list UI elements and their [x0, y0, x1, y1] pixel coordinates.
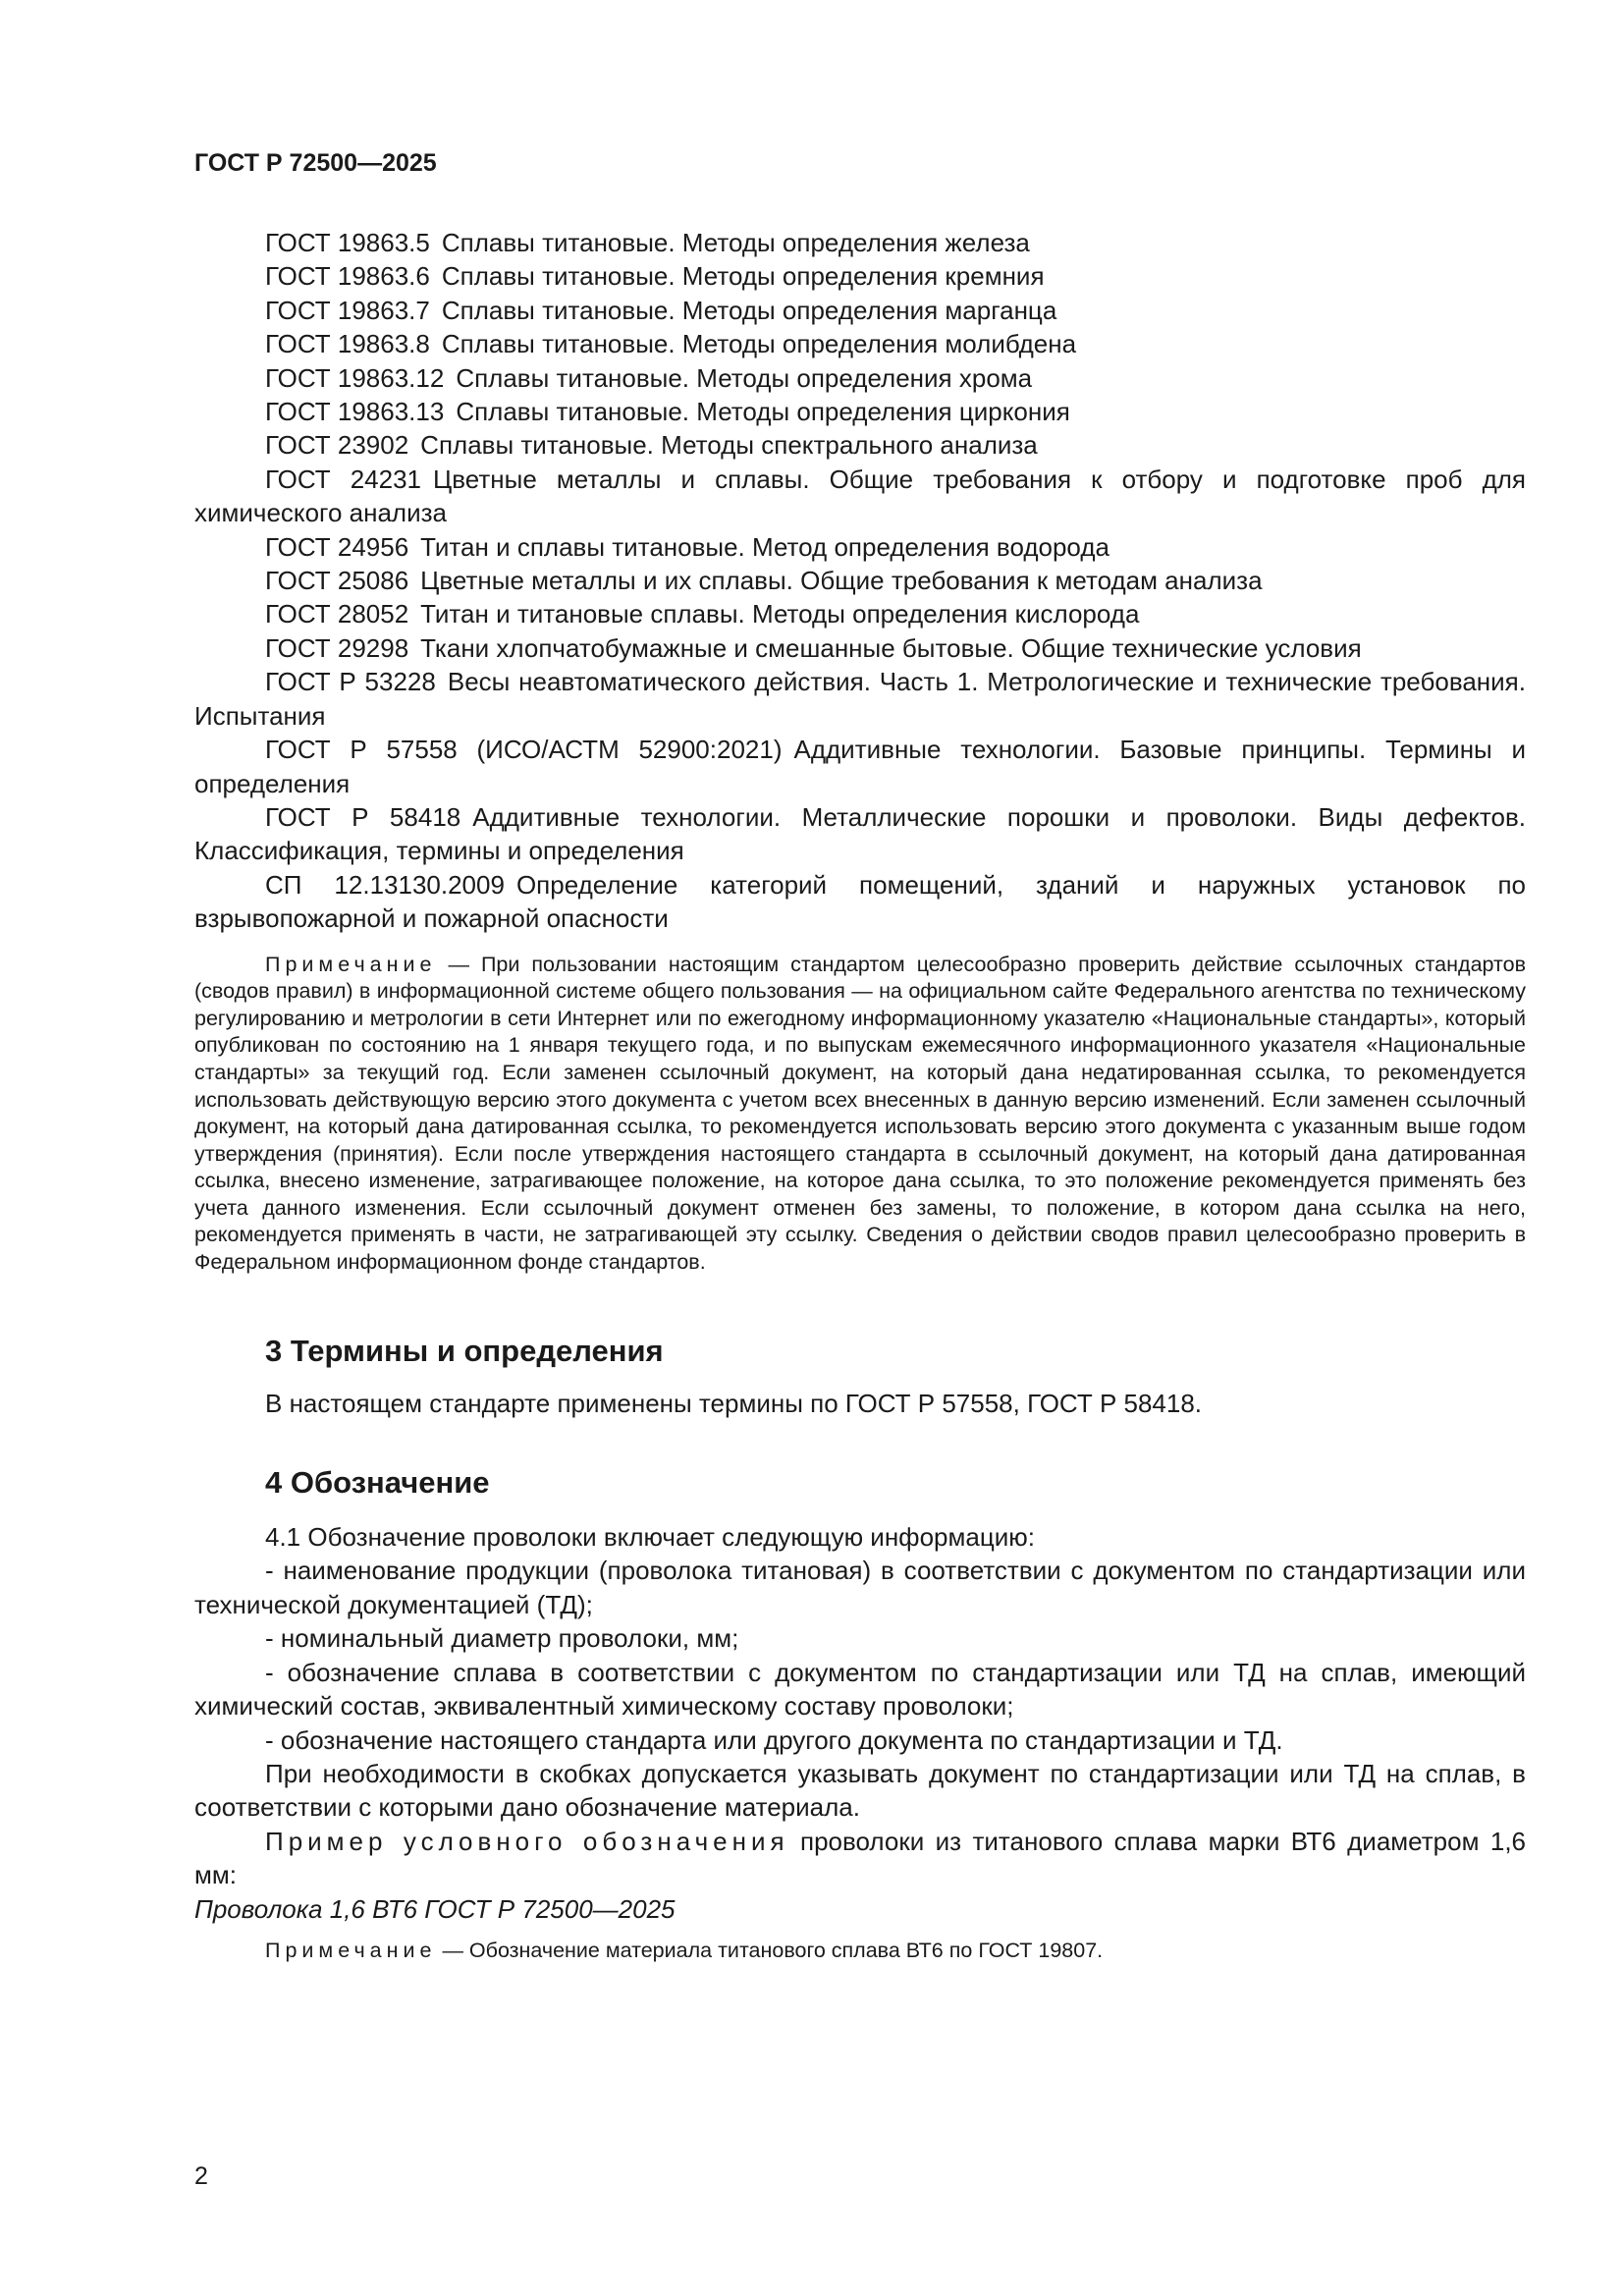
reference-code: ГОСТ 19863.7 [265, 295, 430, 325]
example-label: Пример условного обозначения [265, 1826, 789, 1856]
reference-title: Титан и сплавы титановые. Метод определения водорода [420, 531, 1109, 562]
reference-code: ГОСТ 23902 [265, 430, 409, 461]
reference-code: ГОСТ Р 58418 [265, 801, 461, 832]
reference-entry [194, 226, 1526, 259]
note-label: Примечание [265, 1938, 437, 1962]
reference-entry [194, 428, 1526, 462]
reference-code: ГОСТ 28052 [265, 599, 409, 629]
reference-code: ГОСТ 19863.6 [265, 261, 430, 292]
reference-title: Цветные металлы и их сплавы. Общие требования к методам анализа [420, 566, 1263, 596]
reference-entry [194, 631, 1526, 665]
reference-title: Цветные металлы и сплавы. Общие требования к отбору и подготовке проб для химического анализа [194, 464, 1527, 528]
reference-entry [194, 463, 1526, 530]
reference-title: Определение категорий помещений, зданий и наружных установок по взрывопожарной и пожарной опасности [194, 869, 1526, 934]
reference-entry [194, 294, 1526, 327]
designation-list-item: - наименование продукции (проволока титановая) в соответствии с документом по стандартизации или технической документацией (ТД); [194, 1556, 1526, 1619]
note-text: — Обозначение материала титанового сплава ВТ6 по ГОСТ 19807. [442, 1938, 1104, 1962]
reference-title: Титан и титановые сплавы. Методы определения кислорода [420, 599, 1140, 629]
reference-entry [194, 259, 1526, 293]
designation-paragraph-4-1: 4.1 Обозначение проволоки включает следующую информацию: [265, 1522, 1035, 1553]
reference-code: ГОСТ 19863.8 [265, 329, 430, 359]
section-heading-terms: 3 Термины и определения [265, 1333, 664, 1368]
terms-paragraph: В настоящем стандарте применены термины по ГОСТ Р 57558, ГОСТ Р 58418. [265, 1388, 1203, 1418]
reference-title: Сплавы титановые. Методы определения хрома [456, 362, 1033, 393]
reference-code: ГОСТ 19863.13 [265, 397, 445, 427]
reference-entry [194, 800, 1526, 868]
reference-title: Сплавы титановые. Методы определения железа [441, 228, 1030, 257]
reference-entry [194, 530, 1526, 564]
reference-entry [194, 665, 1526, 733]
example-paragraph [194, 1825, 1526, 1892]
reference-entry [194, 733, 1526, 800]
example-description: проволоки из титанового сплава марки ВТ6 диаметром 1,6 мм: [194, 1826, 1527, 1890]
reference-code: ГОСТ 29298 [265, 632, 409, 663]
normative-references-list [194, 226, 1526, 936]
reference-entry [194, 564, 1526, 597]
designation-list-item: - обозначение сплава в соответствии с документом по стандартизации или ТД на сплав, имеющий химический состав, эквивалентный химическому составу проволоки; [194, 1657, 1526, 1722]
document-body [194, 226, 1526, 1965]
reference-entry [194, 597, 1526, 630]
reference-title: Сплавы титановые. Методы спектрального анализа [420, 430, 1038, 461]
reference-code: ГОСТ 25086 [265, 566, 409, 596]
note-text: — При пользовании настоящим стандартом целесообразно проверить действие ссылочных стандартов (сводов правил) в информационной системе общего пользования — на официальном сайте Федерального агентства по техническому регулированию и метрологии в сети Интернет или по ежегодному информационному указателю «Национальные стандарты», который опубликован по состоянию на 1 января текущего года, и по выпускам ежемесячного информационного указателя «Национальные стандарты» за текущий год. Если заменен ссылочный документ, на который дана недатированная ссылка, то рекомендуется использовать действующую версию этого документа с учетом всех внесенных в данную версию изменений. Если заменен ссылочный документ, на который дана датированная ссылка, то рекомендуется использовать версию этого документа с указанным выше годом утверждения (принятия). Если после утверждения настоящего стандарта в ссылочный документ, на который дана датированная ссылка, внесено изменение, затрагивающее положение, на которое дана ссылка, то это положение рекомендуется применять без учета данного изменения. Если ссылочный документ отменен без замены, то положение, в котором дана ссылка на него, рекомендуется применять в части, не затрагивающей эту ссылку. Сведения о действии сводов правил целесообразно проверить в Федеральном информационном фонде стандартов. [194, 952, 1526, 1275]
reference-code: ГОСТ 19863.5 [265, 228, 430, 257]
document-header: ГОСТ Р 72500—2025 [194, 149, 437, 177]
reference-entry [194, 868, 1526, 936]
page-number: 2 [194, 2162, 208, 2190]
reference-code: ГОСТ Р 57558 (ИСО/АСТМ 52900:2021) [265, 735, 783, 765]
note-label: Примечание [265, 952, 437, 976]
reference-title: Сплавы титановые. Методы определения кремния [441, 261, 1045, 292]
reference-title: Аддитивные технологии. Металлические порошки и проволоки. Виды дефектов. Классификация, термины и определения [194, 801, 1526, 866]
note-designation [194, 1938, 1526, 1965]
reference-entry [194, 327, 1526, 360]
reference-code: СП 12.13130.2009 [265, 869, 505, 900]
reference-code: ГОСТ Р 53228 [265, 667, 436, 697]
designation-list-item: - номинальный диаметр проволоки, мм; [265, 1623, 739, 1654]
reference-entry [194, 395, 1526, 428]
designation-paragraph-brackets: При необходимости в скобках допускается указывать документ по стандартизации или ТД на сплав, в соответствии с которыми дано обозначение материала. [194, 1758, 1526, 1823]
reference-title: Сплавы титановые. Методы определения циркония [456, 397, 1070, 427]
document-page [194, 0, 1526, 2296]
reference-code: ГОСТ 24231 [265, 464, 422, 494]
section-heading-designation: 4 Обозначение [265, 1465, 490, 1501]
reference-code: ГОСТ 24956 [265, 531, 409, 562]
reference-title: Ткани хлопчатобумажные и смешанные бытовые. Общие технические условия [420, 632, 1362, 663]
reference-title: Сплавы титановые. Методы определения молибдена [441, 329, 1077, 359]
reference-title: Сплавы титановые. Методы определения марганца [441, 295, 1057, 325]
reference-entry [194, 361, 1526, 395]
reference-title: Весы неавтоматического действия. Часть 1. Метрологические и технические требования. Испытания [194, 667, 1526, 731]
example-designation: Проволока 1,6 ВТ6 ГОСТ Р 72500—2025 [194, 1893, 676, 1924]
note-normative-references [194, 952, 1526, 1277]
reference-title: Аддитивные технологии. Базовые принципы. Термины и определения [194, 735, 1527, 798]
reference-code: ГОСТ 19863.12 [265, 362, 445, 393]
designation-list-item: - обозначение настоящего стандарта или другого документа по стандартизации и ТД. [265, 1724, 1283, 1755]
